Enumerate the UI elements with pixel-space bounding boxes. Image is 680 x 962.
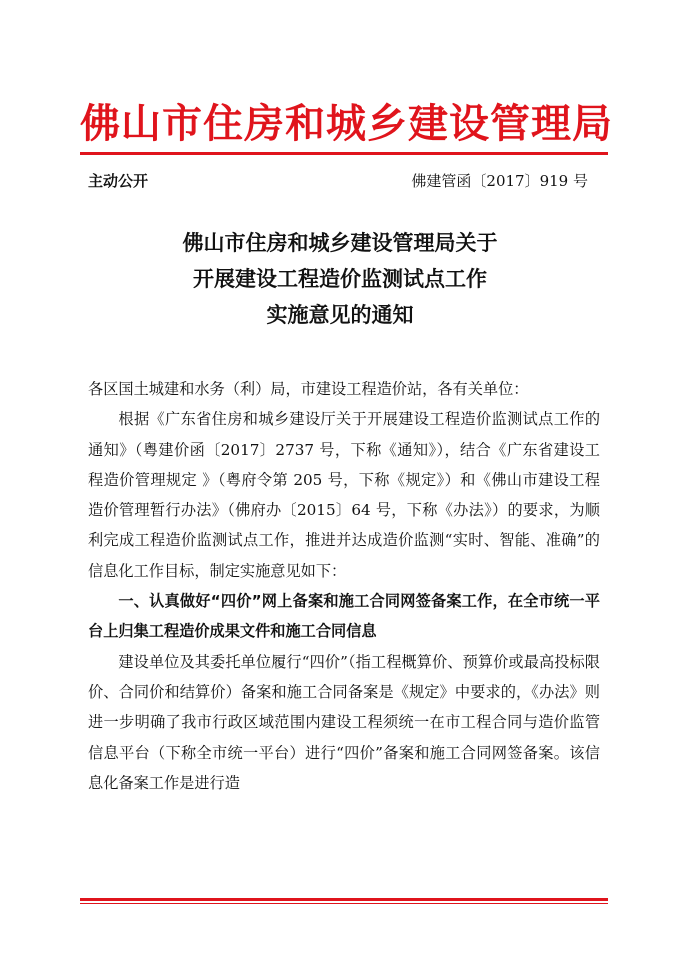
title-line: 开展建设工程造价监测试点工作 (193, 267, 487, 291)
body-paragraph: 根据《广东省住房和城乡建设厅关于开展建设工程造价监测试点工作的通知》（粤建价函〔2017〕2737 号，下称《通知》），结合《广东省建设工程造价管理规定 》（粤府令第 205 号，下称《规定》）和《佛山市建设工程造价管理暂行办法》（佛府办〔2015〕64 号，下称《办法》）的要求，为顺利完成工程造价监测试点工作，推进并达成造价监测“实时、智能、准确”的信息化工作目标，制定实施意见如下： (88, 410, 600, 580)
document-number: 佛建管函〔2017〕919 号 (411, 172, 588, 190)
section-heading: 一、认真做好“四价”网上备案和施工合同网签备案工作，在全市统一平台上归集工程造价成果文件和施工合同信息 (88, 592, 600, 641)
disclosure-label: 主动公开 (88, 172, 149, 190)
body-paragraph: 建设单位及其委托单位履行“四价”（指工程概算价、预算价或最高投标限价、合同价和结算价）备案和施工合同备案是《规定》中要求的，《办法》则进一步明确了我市行政区域范围内建设工程须统一在市工程合同与造价监管信息平台（下称全市统一平台）进行“四价”备案和施工合同网签备案。该信息化备案工作是进行造 (88, 652, 600, 792)
masthead-title: 佛山市住房和城乡建设管理局 (80, 101, 613, 147)
salutation: 各区国土城建和水务（利）局，市建设工程造价站，各有关单位： (88, 380, 529, 398)
meta-row (88, 170, 588, 194)
footer-divider-thin (80, 903, 608, 904)
footer-divider (80, 898, 608, 901)
document-body (88, 374, 600, 798)
masthead-divider (80, 152, 608, 155)
title-line: 实施意见的通知 (266, 303, 414, 327)
document-title (80, 225, 600, 333)
title-line: 佛山市住房和城乡建设管理局关于 (182, 231, 498, 255)
